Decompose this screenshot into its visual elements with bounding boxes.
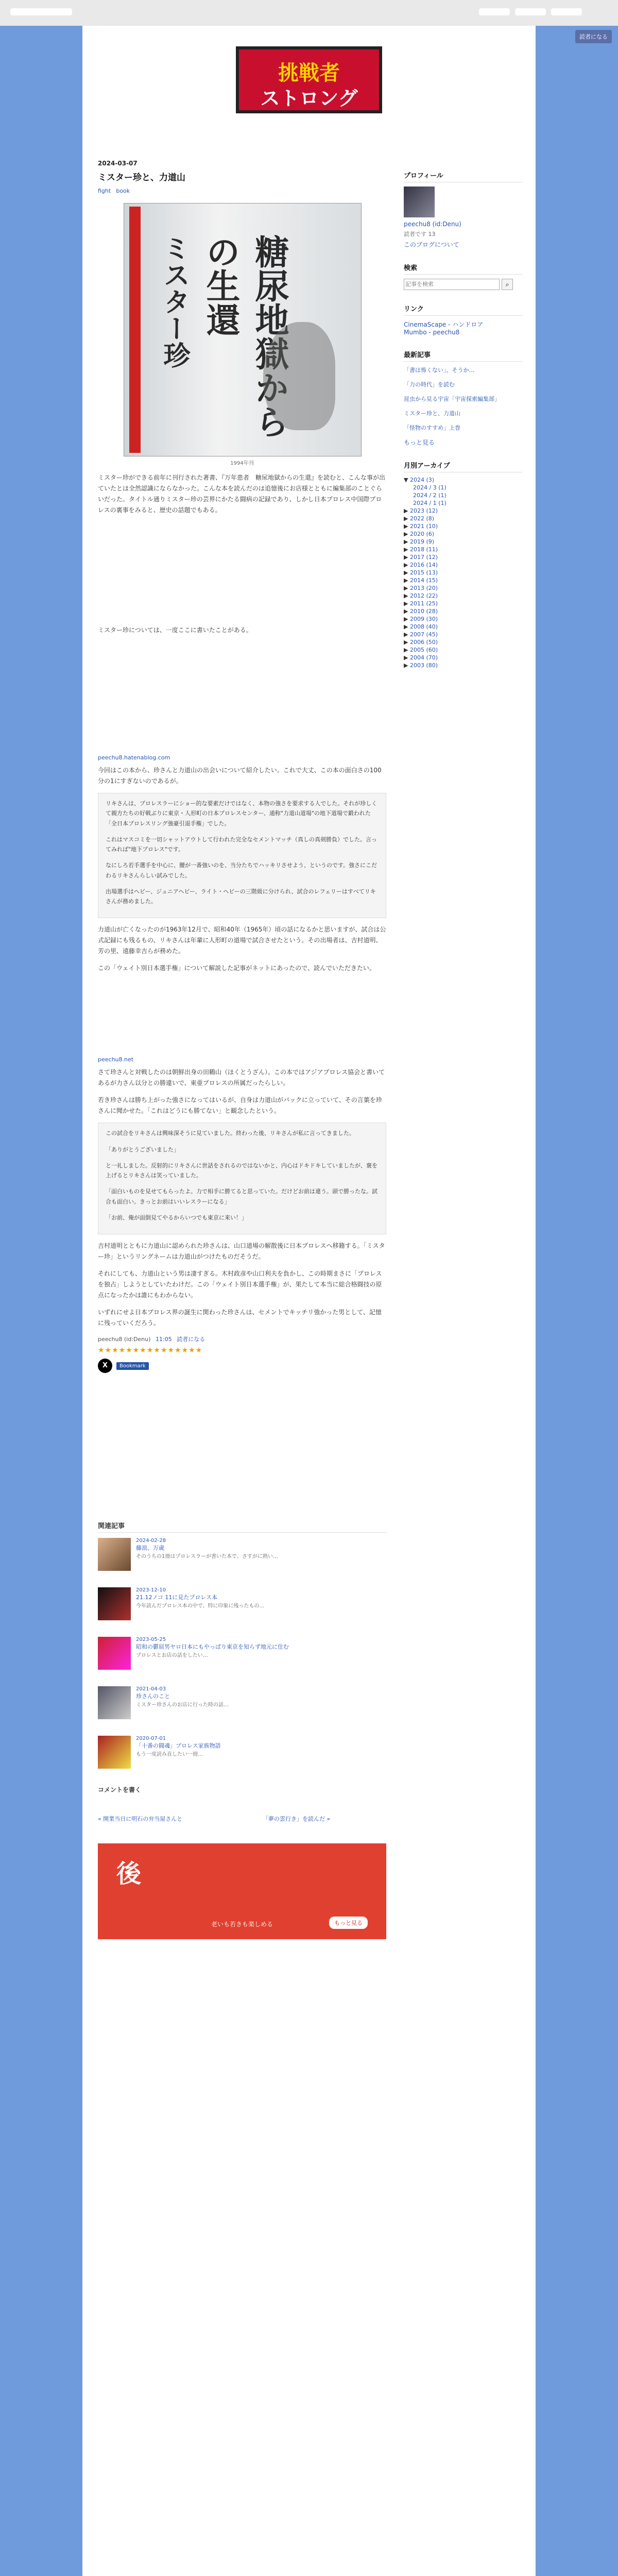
archive-year[interactable]: 2010 (28)	[409, 608, 438, 615]
archive-year[interactable]: 2007 (45)	[409, 631, 438, 638]
profile-id[interactable]: peechu8 (id:Denu)	[404, 221, 461, 228]
book-photo	[124, 203, 362, 456]
chevron-right-icon[interactable]: ▶	[404, 639, 408, 646]
quote-text: と一礼しました。反射的にリキさんに世話をされるのではないかと、内心はドキドキしていましたが、褒を上げるとリキさんは笑っていました。	[106, 1162, 377, 1179]
article-title[interactable]: ミスター珍と、力道山	[98, 173, 185, 183]
archive-heading: 月別アーカイブ	[404, 460, 522, 472]
recent-post-link[interactable]: 「書は怖くない」、そうか…	[404, 367, 475, 374]
reader-button[interactable]: 読者になる	[575, 30, 612, 43]
related-thumbnail[interactable]	[98, 1538, 131, 1571]
related-summary: ミスター珍さんのお店に行った時の話…	[136, 1702, 229, 1708]
related-thumbnail[interactable]	[98, 1736, 131, 1769]
recent-post-link[interactable]: 「力の時代」を読む	[404, 381, 455, 388]
quote-text: リキさんは、プロレスラーにショー的な要素だけではなく、本物の強さを要求する人でした。それが珍しくて親方たちの好戦ぶりに東京・人形町の日本プロレスセンター、通称"力道山道場"の地下道場で鍛われた「全日本プロレスリング強豪引退手権」でした。	[106, 800, 377, 827]
quote-text: 「面白いものを見せてもらったよ。力で相手に勝てると思っていた。だけどお前は違う。頭で勝ったな。試合も面白い。きっとお前はいいレスラーになる」	[106, 1188, 377, 1205]
profile-readers: 読者です 13	[404, 231, 436, 238]
archive-section	[404, 460, 522, 669]
search-button[interactable]	[502, 279, 513, 290]
archive-year[interactable]: 2012 (22)	[409, 592, 438, 599]
chevron-right-icon[interactable]: ▶	[404, 569, 408, 576]
embed-space	[98, 642, 386, 745]
paragraph: 力道山が亡くなったのが1963年12月で、昭和40年（1965年）頃の話になるかと思いますが、試合は公式記録にも残るもの、リキさんは年輩に人形町の道場で試合させたという。その出場者は、吉村道明、芳の里、遠藤幸吉らが務めた。	[98, 926, 386, 955]
paragraph: ミスター珍については、一度ここに書いたことがある。	[98, 626, 252, 634]
quote-text: 「お前、俺が面倒見てやるからいつでも東京に来い！」	[106, 1214, 247, 1221]
chevron-right-icon[interactable]: ▶	[404, 523, 408, 530]
archive-month[interactable]: 2024 / 1 (1)	[413, 500, 447, 506]
related-item[interactable]	[98, 1538, 386, 1572]
logo-line2: ストロング	[260, 87, 358, 110]
chevron-right-icon[interactable]: ▶	[404, 623, 408, 630]
paragraph: さて珍さんと対戦したのは朝鮮出身の田鶴山（ほくとうざん）。この本ではアジアプロレス協会と書いてあるが力さん以分との勝違いで、東亜プロレスの所属だったらしい。	[98, 1069, 385, 1087]
recent-post-link[interactable]: ミスター珍と、力道山	[404, 410, 460, 417]
archive-year[interactable]: 2021 (10)	[409, 523, 438, 530]
related-summary: もう一度読み直したい一冊…	[136, 1752, 203, 1757]
comment-link[interactable]: コメントを書く	[98, 1786, 142, 1793]
related-item[interactable]	[98, 1686, 386, 1720]
chevron-right-icon[interactable]: ▶	[404, 647, 408, 653]
related-date: 2020-07-01	[136, 1736, 166, 1741]
chevron-right-icon[interactable]: ▶	[404, 577, 408, 584]
related-title[interactable]: 昭和の鬱屈男ヤロ日本にもやっぱり東京を知らず地元に住む	[136, 1643, 289, 1650]
article-tags	[98, 187, 386, 195]
book-illustration	[263, 322, 335, 430]
reader-link[interactable]: 読者になる	[177, 1336, 205, 1343]
chevron-right-icon[interactable]: ▶	[404, 616, 408, 622]
paragraph: ミスター珍ができる前年に刊行された著書、『万年患者 糖尿地獄からの生還』を読むと、こんな事が出ていたとは全然認識にならなかった。こんな本を読んだのは追憶後にお店様とともに編集部のことぐらいだった。タイトル通りミスター珍の芸界にかたる闘病の記録であり、しかし日本プロレス中国際プロレスの裏事をみると、歴史の話題でもある。	[98, 474, 386, 514]
star-row[interactable]: ★★★★★★★★★★★★★★★	[98, 1346, 203, 1354]
archive-year[interactable]: 2022 (8)	[409, 515, 435, 522]
archive-month[interactable]: 2024 / 2 (1)	[413, 492, 447, 499]
quote-block	[98, 1123, 386, 1234]
topbar-link[interactable]	[479, 8, 510, 15]
quote-text: 「ありがとうございました」	[106, 1146, 179, 1153]
related-item[interactable]	[98, 1736, 386, 1770]
related-thumbnail[interactable]	[98, 1587, 131, 1620]
recent-post-link[interactable]: 昆虫から見る宇宙「宇宙探索編集部」	[404, 396, 500, 402]
chevron-right-icon[interactable]: ▶	[404, 585, 408, 591]
tag-link[interactable]: book	[116, 188, 130, 194]
paragraph: いずれにせよ日本プロレス界の誕生に関わった珍さんは、セメントでキッチリ強かった男として、記憶に残っていくだろう。	[98, 1309, 382, 1327]
avatar[interactable]	[404, 187, 435, 217]
blog-logo[interactable]	[236, 46, 382, 113]
photo-caption: 1994年刊	[230, 461, 254, 466]
chevron-right-icon[interactable]: ▶	[404, 592, 408, 599]
links-section	[404, 303, 522, 336]
paragraph: 若き珍さんは勝ち上がった強さになってはいるが、自身は力道山がバックに立っていて、その言葉を珍さんに聞かせた。「これはどうにも勝てない」と観念したという。	[98, 1096, 382, 1115]
quote-text: なにしろ若手選手を中心に、腰が一番強いのを、当分たちでハッキリさせよう、というのです。強さにこだわるリキさんらしい試みでした。	[106, 862, 377, 879]
archive-year[interactable]: 2023 (12)	[409, 507, 438, 514]
next-article-link[interactable]: 「夢の雲行き」を読んだ »	[263, 1816, 331, 1822]
quote-text: 出場選手はヘビー、ジュニアヘビー、ライト・ヘビーの三階級に分けられ、試合のレフェリーはすべてリキさんが務めました。	[106, 888, 376, 905]
book-title: 糖尿地獄からの生還	[200, 234, 289, 438]
article-time[interactable]: 11:05	[156, 1336, 172, 1343]
archive-year[interactable]: 2005 (60)	[409, 647, 438, 653]
profile-heading: プロフィール	[404, 170, 522, 182]
archive-year[interactable]: 2014 (15)	[409, 577, 438, 584]
related-summary: プロレスとお店の話をしたい…	[136, 1653, 208, 1658]
more-link[interactable]: もっと見る	[404, 439, 435, 446]
bookmark-button[interactable]: Bookmark	[116, 1362, 149, 1370]
archive-year[interactable]: 2004 (70)	[409, 654, 438, 661]
related-date: 2023-12-10	[136, 1587, 166, 1593]
topbar	[0, 0, 618, 40]
archive-year[interactable]: 2008 (40)	[409, 623, 438, 630]
related-item[interactable]	[98, 1587, 386, 1621]
chevron-right-icon[interactable]: ▶	[404, 631, 408, 638]
topbar-logo[interactable]	[10, 8, 72, 15]
advertisement[interactable]	[98, 1843, 386, 1939]
archive-year[interactable]: 2013 (20)	[409, 585, 438, 591]
spacer	[98, 1377, 386, 1511]
archive-year[interactable]: 2003 (80)	[409, 662, 438, 669]
search-section	[404, 262, 522, 290]
archive-year[interactable]: 2024 (3)	[409, 477, 435, 483]
paragraph: この「ウェイト別日本選手権」について解説した記事がネットにあったので、読んでいただきたい。	[98, 964, 375, 972]
chevron-right-icon[interactable]: ▶	[404, 538, 408, 545]
prev-article-link[interactable]: « 開業当日に明石の弁当屋さんと	[98, 1816, 183, 1822]
ad-headline: 後	[116, 1859, 142, 1888]
search-input[interactable]	[404, 279, 500, 290]
related-date: 2021-04-03	[136, 1686, 166, 1692]
search-heading: 検索	[404, 262, 522, 275]
book-author: ミスター珍	[159, 234, 190, 368]
topbar-link[interactable]	[551, 8, 582, 15]
links-heading: リンク	[404, 303, 522, 316]
topbar-link[interactable]	[515, 8, 546, 15]
profile-section	[404, 170, 522, 249]
article	[98, 160, 386, 1960]
paragraph: 吉村道明とともに力道山に認められた珍さんは、山口道場の解散後に日本プロレスへ移籍する。「ミスター珍」というリングネームは力道山がつけたものだそうだ。	[98, 1242, 385, 1260]
archive-year[interactable]: 2018 (11)	[409, 546, 438, 553]
archive-year[interactable]: 2009 (30)	[409, 616, 438, 622]
page	[82, 26, 536, 2576]
chevron-right-icon[interactable]: ▶	[404, 507, 408, 514]
chevron-right-icon[interactable]: ▶	[404, 562, 408, 568]
archive-year[interactable]: 2019 (9)	[409, 538, 435, 545]
chevron-right-icon[interactable]: ▶	[404, 531, 408, 537]
archive-month[interactable]: 2024 / 3 (1)	[413, 484, 447, 491]
related-item[interactable]	[98, 1637, 386, 1671]
embed-source-link[interactable]: peechu8.net	[98, 1056, 134, 1063]
article-meta	[98, 1335, 386, 1343]
book-spine	[129, 207, 141, 453]
quote-text: これはマスコミを一切シャットアウトして行われた完全なセメントマッチ（真しの真剣勝負）でした。言ってみれば"地下プロレス"です。	[106, 836, 377, 853]
logo-line1: 挑戦者	[278, 61, 340, 85]
related-heading: 関連記事	[98, 1520, 386, 1533]
related-date: 2023-05-25	[136, 1637, 166, 1642]
article-date[interactable]: 2024-03-07	[98, 160, 138, 167]
chevron-right-icon[interactable]: ▶	[404, 662, 408, 669]
related-thumbnail[interactable]	[98, 1637, 131, 1670]
embed-space	[98, 980, 386, 1047]
recent-section	[404, 349, 522, 447]
ad-text: 老いも若きも楽しめる	[211, 1921, 273, 1928]
about-blog-link[interactable]: このブログについて	[404, 241, 459, 248]
related-date: 2024-02-28	[136, 1538, 166, 1544]
related-title[interactable]: 珍さんのこと	[136, 1693, 170, 1700]
chevron-right-icon[interactable]: ▶	[404, 608, 408, 615]
x-share-icon[interactable]: X	[98, 1359, 112, 1373]
related-title[interactable]: 21.12ノコ 11に見たプロレス本	[136, 1594, 218, 1601]
search-icon: ⌕	[505, 280, 509, 288]
paragraph: 今回はこの本から、珍さんと力道山の出会いについて紹介したい。これで大丈、この本の面白さの100分の1にすぎないのであるが。	[98, 767, 382, 785]
pager	[98, 1815, 386, 1823]
archive-year[interactable]: 2006 (50)	[409, 639, 438, 646]
share-buttons	[98, 1359, 386, 1373]
quote-text: この試合をリキさんは興味深そうに見ていました。終わった後、リキさんが私に言ってきました。	[106, 1130, 355, 1137]
paragraph: それにしても、力道山という男は凄すぎる。木村政彦や山口利夫を負かし、この時期まさに「プロレスを独占」しようとしていたわけだ。この「ウェイト別日本選手権」が、果たして本当に総合格闘技の原点になったかは誰にもわからない。	[98, 1270, 382, 1299]
sidebar-link[interactable]: CinemaScape - ハンドロア	[404, 321, 484, 328]
recent-heading: 最新記事	[404, 349, 522, 362]
tag-link[interactable]: fight	[98, 188, 111, 194]
archive-year[interactable]: 2011 (25)	[409, 600, 438, 607]
recent-post-link[interactable]: 「怪物のすすめ」上巻	[404, 425, 461, 431]
chevron-right-icon[interactable]: ▶	[404, 546, 408, 553]
related-summary: 今年読んだプロレス本の中で、特に印象に残ったもの…	[136, 1603, 265, 1609]
archive-year[interactable]: 2020 (6)	[409, 531, 435, 537]
embed-space	[98, 522, 386, 625]
sidebar	[404, 170, 522, 682]
archive-year[interactable]: 2017 (12)	[409, 554, 438, 561]
related-summary: そのうちの1冊はプロレスラーが書いた本で、さすがに熱い…	[136, 1554, 278, 1560]
chevron-right-icon[interactable]: ▶	[404, 554, 408, 561]
chevron-right-icon[interactable]: ▶	[404, 654, 408, 661]
ad-cta-button[interactable]: もっと見る	[329, 1917, 368, 1929]
quote-block	[98, 793, 386, 918]
archive-year[interactable]: 2015 (13)	[409, 569, 438, 576]
author-name[interactable]: peechu8 (id:Denu)	[98, 1336, 151, 1343]
related-title[interactable]: 藤浪、万歳	[136, 1545, 164, 1551]
related-thumbnail[interactable]	[98, 1686, 131, 1719]
embed-source-link[interactable]: peechu8.hatenablog.com	[98, 754, 170, 761]
archive-year[interactable]: 2016 (14)	[409, 562, 438, 568]
sidebar-link[interactable]: Mumbo - peechu8	[404, 329, 460, 336]
chevron-right-icon[interactable]: ▶	[404, 515, 408, 522]
related-title[interactable]: 「十番の闘魂」プロレス家族物語	[136, 1742, 221, 1749]
chevron-right-icon[interactable]: ▶	[404, 600, 408, 607]
chevron-down-icon[interactable]: ▼	[404, 477, 408, 483]
